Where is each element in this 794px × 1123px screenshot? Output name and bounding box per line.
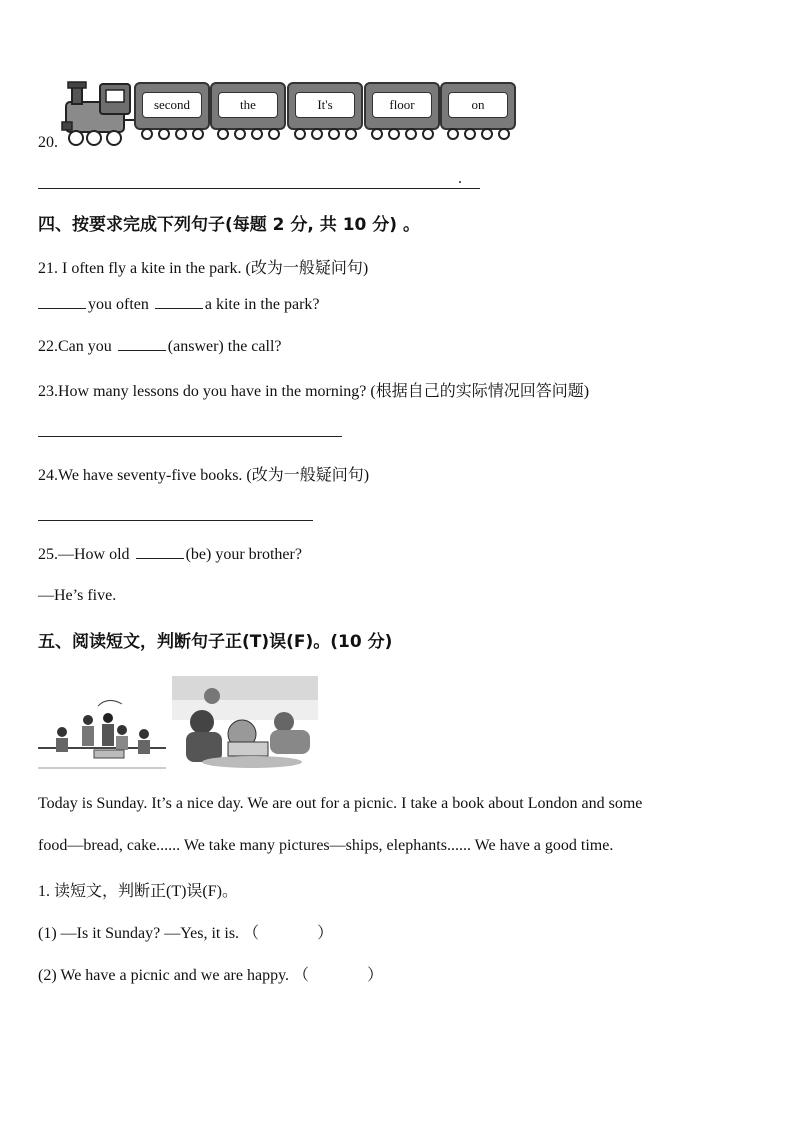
wheel-icon: [345, 128, 357, 140]
judgment-item-1: [38, 920, 333, 943]
question-21: 21. I often fly a kite in the park. (改为一般疑问句): [38, 260, 369, 277]
train-car-1: [134, 82, 210, 130]
picnic-illustration-2: [172, 676, 318, 774]
wheel-icon: [422, 128, 434, 140]
wheel-icon: [447, 128, 459, 140]
question-text: 22.Can you: [38, 338, 112, 355]
question-21-answer: [38, 296, 320, 314]
wheel-icon: [251, 128, 263, 140]
wheel-icon: [405, 128, 417, 140]
question-text: (answer) the call?: [167, 338, 282, 355]
wheel-icon: [498, 128, 510, 140]
answer-bracket[interactable]: （ ）: [293, 967, 384, 984]
wheel-icon: [388, 128, 400, 140]
wheel-icon: [141, 128, 153, 140]
answer-blank[interactable]: [155, 307, 203, 309]
train-car-word: second: [142, 92, 202, 118]
section-4-heading: 四、按要求完成下列句子(每题 2 分, 共 10 分) 。: [38, 215, 420, 235]
judgment-item-text: (2) We have a picnic and we are happy.: [38, 967, 290, 984]
wheel-icon: [192, 128, 204, 140]
word-train-image: [60, 78, 520, 150]
wheel-icon: [268, 128, 280, 140]
answer-blank[interactable]: [38, 307, 86, 309]
wheel-icon: [311, 128, 323, 140]
answer-line-20[interactable]: [38, 188, 480, 189]
question-24: 24.We have seventy-five books. (改为一般疑问句): [38, 467, 370, 484]
answer-blank[interactable]: [136, 557, 184, 559]
answer-line-23[interactable]: [38, 436, 342, 437]
wheel-icon: [234, 128, 246, 140]
train-car-2: [210, 82, 286, 130]
question-text: 25.—How old: [38, 546, 130, 563]
question-25-reply: —He’s five.: [38, 587, 117, 604]
question-25: [38, 546, 302, 564]
wheel-icon: [464, 128, 476, 140]
question-text: (be) your brother?: [185, 546, 302, 563]
train-car-5: [440, 82, 516, 130]
judgment-item-2: [38, 962, 383, 985]
wheel-icon: [328, 128, 340, 140]
train-car-word: floor: [372, 92, 432, 118]
answer-bracket[interactable]: （ ）: [243, 925, 334, 942]
train-car-word: on: [448, 92, 508, 118]
wheel-icon: [175, 128, 187, 140]
wheel-icon: [481, 128, 493, 140]
answer-line-24[interactable]: [38, 520, 313, 521]
train-car-4: [364, 82, 440, 130]
picnic-illustration-1: [38, 690, 166, 774]
answer-blank[interactable]: [118, 349, 166, 351]
wheel-icon: [217, 128, 229, 140]
train-car-word: the: [218, 92, 278, 118]
question-22: [38, 338, 282, 356]
passage-line-1: Today is Sunday. It’s a nice day. We are out for a picnic. I take a book about London and some: [38, 795, 643, 812]
wheel-icon: [371, 128, 383, 140]
passage-line-2: food—bread, cake...... We take many pictures—ships, elephants...... We have a good time.: [38, 837, 614, 854]
question-20-number: 20.: [38, 134, 58, 151]
answer-text: a kite in the park?: [204, 296, 320, 313]
locomotive-icon: [60, 78, 136, 148]
answer-text: you often: [88, 296, 149, 313]
train-car-3: [287, 82, 363, 130]
judgment-item-text: (1) —Is it Sunday? —Yes, it is.: [38, 925, 240, 942]
reading-task-instruction: 1. 读短文，判断正(T)误(F)。: [38, 883, 238, 900]
train-car-word: It's: [295, 92, 355, 118]
question-23: 23.How many lessons do you have in the morning? (根据自己的实际情况回答问题): [38, 383, 590, 400]
wheel-icon: [294, 128, 306, 140]
answer-line-20-period: .: [458, 170, 462, 187]
wheel-icon: [158, 128, 170, 140]
section-5-heading: 五、阅读短文，判断句子正(T)误(F)。(10 分): [38, 632, 393, 652]
